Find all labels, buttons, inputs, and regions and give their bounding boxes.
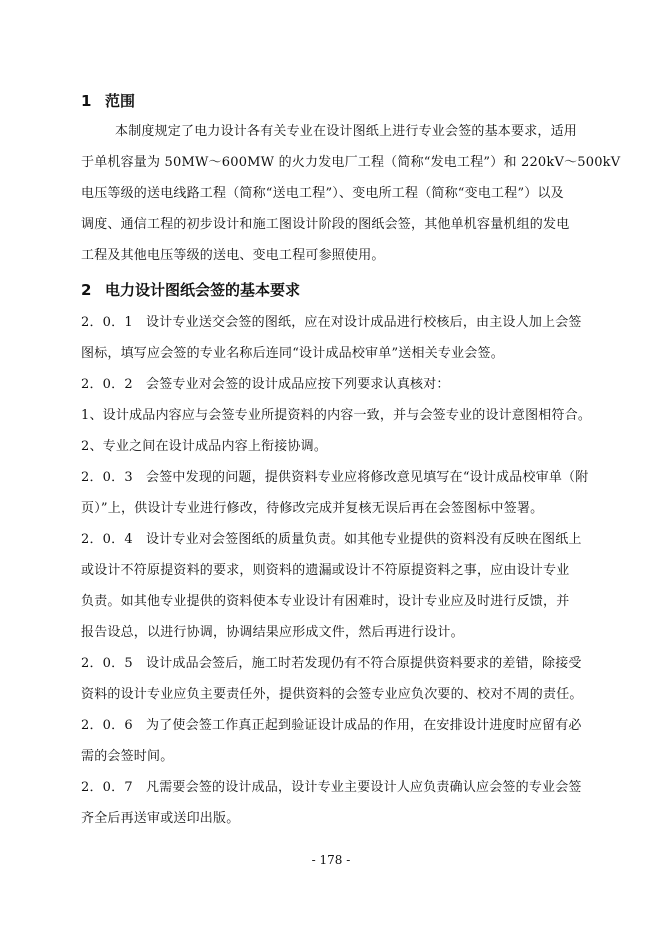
clause-2-0-2: [81, 369, 583, 400]
paragraph-line: 电压等级的送电线路工程（简称“送电工程”）、变电所工程（简称“变电工程”）以及: [81, 186, 564, 201]
paragraph-line: 工程及其他电压等级的送电、变电工程可参照使用。: [81, 248, 385, 263]
page-number: - 178 -: [311, 853, 351, 867]
paragraph-line: 报告设总，以进行协调，协调结果应形成文件，然后再进行设计。: [81, 625, 464, 640]
list-item-2: [81, 431, 583, 462]
paragraph-line: 2．0．2 会签专业对会签的设计成品应按下列要求认真核对：: [81, 377, 450, 392]
paragraph-line: 2．0．7 凡需要会签的设计成品，设计专业主要设计人应负责确认应会签的专业会签: [81, 780, 582, 795]
paragraph-line: 1、设计成品内容应与会签专业所提资料的内容一致，并与会签专业的设计意图相符合。: [81, 408, 592, 423]
paragraph-line: 2．0．5 设计成品会签后，施工时若发现仍有不符合原提供资料要求的差错，除接受: [81, 656, 582, 671]
clause-2-0-7: [81, 772, 583, 834]
paragraph-line: 图标，填写应会签的专业名称后连同“设计成品校审单”送相关专业会签。: [81, 346, 504, 361]
section-2-number: 2: [81, 281, 92, 299]
section-2-title: 电力设计图纸会签的基本要求: [105, 281, 301, 299]
paragraph-line: 2、专业之间在设计成品内容上衔接协调。: [81, 439, 328, 454]
paragraph-line: 2．0．1 设计专业送交会签的图纸，应在对设计成品进行校核后，由主设人加上会签: [81, 315, 582, 330]
clause-2-0-5: [81, 648, 583, 710]
paragraph-line: 调度、通信工程的初步设计和施工图设计阶段的图纸会签，其他单机容量机组的发电: [81, 217, 570, 232]
paragraph-line: 2．0．4 设计专业对会签图纸的质量负责。如其他专业提供的资料没有反映在图纸上: [81, 532, 582, 547]
paragraph-line: 资料的设计专业应负主要责任外，提供资料的会签专业应负次要的、校对不周的责任。: [81, 687, 583, 702]
paragraph-line: 于单机容量为 50MW～600MW 的火力发电厂工程（简称“发电工程”）和 220kV～500kV: [81, 155, 621, 170]
section-1-heading: [81, 91, 135, 111]
paragraph-line: 2．0．3 会签中发现的问题，提供资料专业应将修改意见填写在“设计成品校审单（附: [81, 470, 589, 485]
section-2-body: [81, 307, 592, 834]
paragraph-line: 齐全后再送审或送印出版。: [81, 811, 240, 826]
paragraph-line: 需的会签时间。: [81, 749, 174, 764]
section-1-number: 1: [81, 92, 92, 110]
paragraph-line: 2．0．6 为了使会签工作真正起到验证设计成品的作用，在安排设计进度时应留有必: [81, 718, 582, 733]
clause-2-0-6: [81, 710, 583, 772]
section-1-title: 范围: [105, 92, 136, 110]
paragraph-line: 负责。如其他专业提供的资料使本专业设计有困难时，设计专业应及时进行反馈，并: [81, 594, 570, 609]
clause-2-0-4: [81, 524, 583, 648]
section-2-heading: [81, 280, 300, 300]
section-1-paragraph: [81, 116, 621, 271]
paragraph-line: 本制度规定了电力设计各有关专业在设计图纸上进行专业会签的基本要求，适用: [115, 124, 578, 139]
paragraph-line: 或设计不符原提资料的要求，则资料的遗漏或设计不符原提资料之事，应由设计专业: [81, 563, 570, 578]
clause-2-0-1: [81, 307, 583, 369]
paragraph-line: 页）”上，供设计专业进行修改，待修改完成并复核无误后再在会签图标中签署。: [81, 501, 544, 516]
list-item-1: [81, 400, 592, 431]
clause-2-0-3: [81, 462, 589, 524]
